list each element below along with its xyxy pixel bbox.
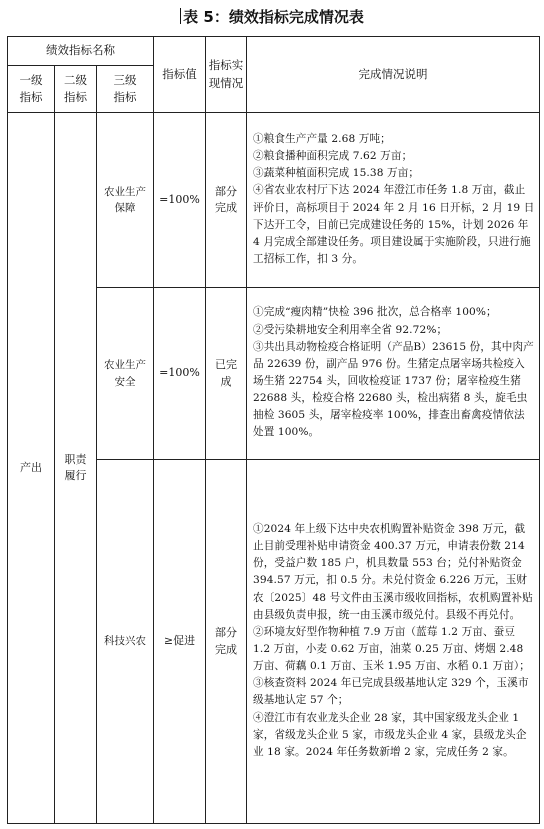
table-row — [8, 113, 540, 288]
level2-cell — [55, 113, 97, 824]
explanation-cell — [247, 113, 540, 288]
performance-indicator-table — [7, 36, 540, 824]
level2-text: 职责履行 — [64, 452, 87, 482]
explanation-cell — [247, 460, 540, 824]
status-cell — [206, 460, 247, 824]
header-level3-text: 三级指标 — [113, 72, 137, 104]
explanation-line: ①完成“瘦肉精”快检 396 批次，总合格率 100%； — [253, 306, 497, 319]
header-indicator-name: 绩效指标名称 — [8, 37, 154, 66]
value-cell: =100% — [154, 288, 206, 460]
explanation-line: ③蔬菜种植面积完成 15.38 万亩； — [253, 167, 420, 180]
explanation-line: ①2024 年上级下达中央农机购置补贴资金 398 万元，截止目前受理补贴申请资金 400.37 万元，申请表份数 214 份，受益户数 185 户，机具数量 553 台；兑付补贴资金 394.57 万元，扣 0.5 分。未兑付资金 6.226 万元，玉财农〔2025〕48 号文件由玉溪市级收回指标，农机购置补贴由县级负责申报，统一由玉溪市级兑付。县级不再兑付。 — [253, 522, 533, 621]
header-level3 — [97, 66, 154, 113]
status-cell — [206, 113, 247, 288]
explanation-line: ②环境友好型作物种植 7.9 万亩（蓝莓 1.2 万亩、蚕豆 1.2 万亩，小麦 0.62 万亩，油菜 0.25 万亩、烤烟 2.48 万亩、荷藕 0.1 万亩、玉米 1.95 万亩、水稻 0.1 万亩）； — [253, 625, 530, 673]
explanation-line: ②受污染耕地安全利用率全省 92.72%； — [253, 323, 448, 336]
explanation-line: ④省农业农村厅下达 2024 年澄江市任务 1.8 万亩，截止评价日，高标项目于 2024 年 2 月 16 日开标，2 月 19 日下达开工令，目前已完成建设任务的 15%，计划 2026 年 4 月完成全部建设任务。项目建设属于实施阶段，只进行施工招标工作，扣 3 分。 — [253, 184, 535, 265]
header-level1 — [8, 66, 55, 113]
table-caption — [0, 6, 544, 27]
explanation-line: ②粮食播种面积完成 7.62 万亩； — [253, 150, 413, 163]
explanation-line: ①粮食生产产量 2.68 万吨； — [253, 132, 391, 145]
explanation-cell — [247, 288, 540, 460]
level3-cell: 农业生产保障 — [97, 113, 154, 288]
status-text: 已完成 — [215, 358, 238, 388]
status-text: 部分完成 — [215, 626, 238, 656]
level1-cell: 产出 — [8, 113, 55, 824]
caption-text: 表 5：绩效指标完成情况表 — [183, 8, 364, 26]
level3-cell: 农业生产安全 — [97, 288, 154, 460]
status-text: 部分完成 — [215, 184, 238, 214]
header-realization: 指标实现情况 — [206, 37, 247, 113]
explanation-line: ③核查资料 2024 年已完成县级基地认定 329 个，玉溪市级基地认定 57 个； — [253, 677, 529, 707]
explanation-line: ④澄江市有农业龙头企业 28 家，其中国家级龙头企业 1 家，省级龙头企业 5 家，市级龙头企业 4 家，县级龙头企业 18 家。2024 年任务数新增 2 家，完成任务 2 家。 — [253, 711, 527, 758]
header-explanation: 完成情况说明 — [247, 37, 540, 113]
status-cell — [206, 288, 247, 460]
value-cell: ≥促进 — [154, 460, 206, 824]
header-level1-text: 一级指标 — [19, 72, 43, 104]
header-indicator-value: 指标值 — [154, 37, 206, 113]
header-level2 — [55, 66, 97, 113]
level3-cell: 科技兴农 — [97, 460, 154, 824]
header-level2-text: 二级指标 — [64, 72, 87, 104]
explanation-line: ③共出具动物检疫合格证明（产品B）23615 份，其中肉产品 22639 份，副产品 976 份。生猪定点屠宰场共检疫入场生猪 22754 头，回收检疫证 1737 份；屠宰检疫生猪 22688 头，检疫合格 22680 头，检出病猪 8 头，旋毛虫抽检 3605 头，屠宰检疫率 100%，排查出畜禽疫情依法处置 100%。 — [253, 340, 534, 439]
text-cursor — [180, 8, 181, 24]
value-cell: =100% — [154, 113, 206, 288]
